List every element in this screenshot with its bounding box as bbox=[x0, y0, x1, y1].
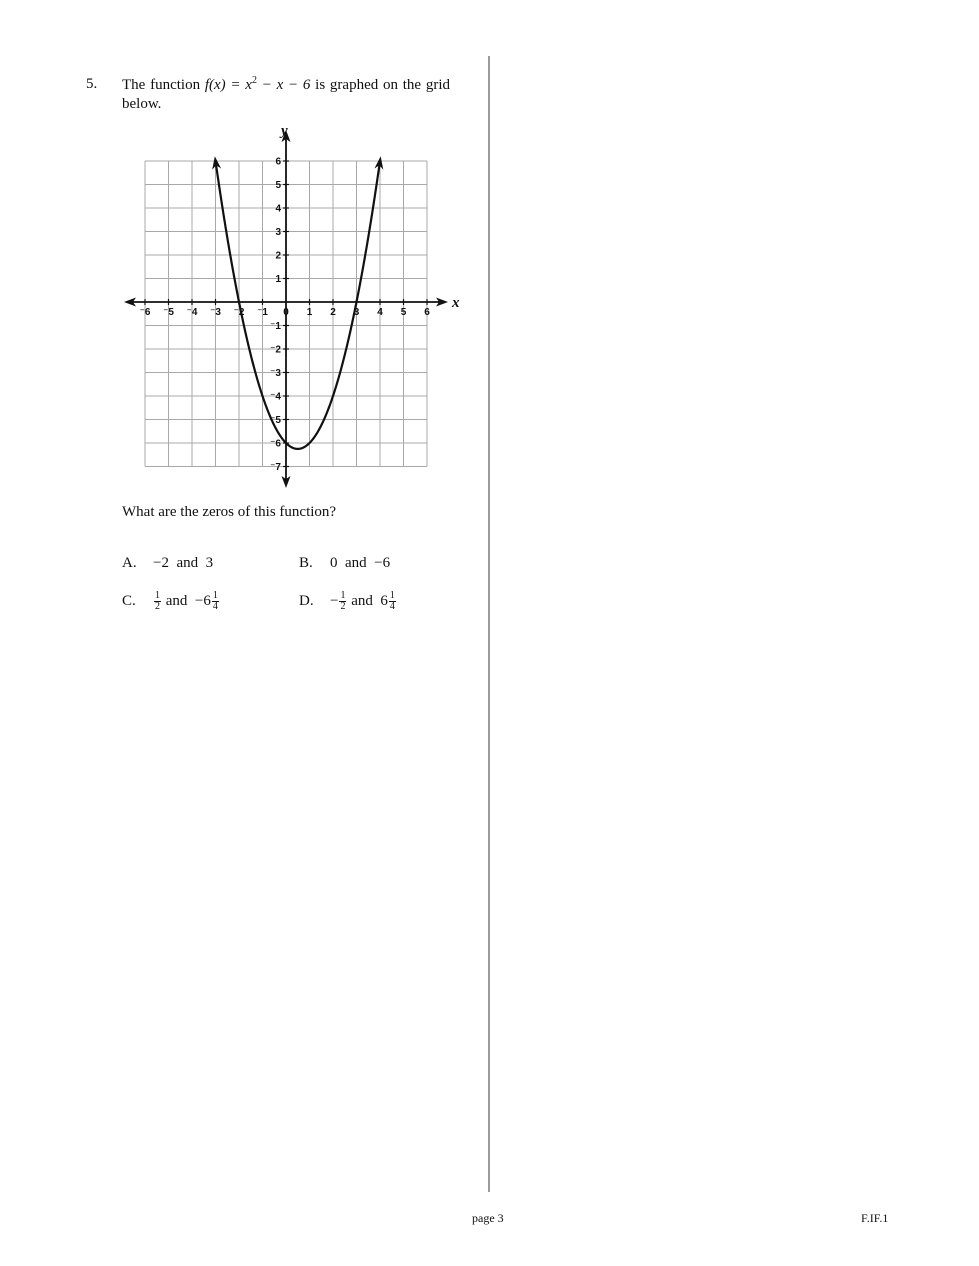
x-tick-label: 2 bbox=[330, 307, 336, 318]
x-tick-label: 5 bbox=[400, 307, 407, 318]
x-tick-label: ⁻6 bbox=[139, 307, 151, 318]
choice-a-letter: A. bbox=[122, 555, 137, 571]
y-tick-label: ⁻1 bbox=[270, 321, 281, 332]
y-tick-label: 6 bbox=[275, 156, 281, 168]
y-axis-label: y bbox=[281, 123, 288, 139]
choice-d-frac2-numerator: 1 bbox=[389, 590, 395, 601]
column-divider bbox=[488, 56, 490, 1192]
y-tick-label: 5 bbox=[275, 180, 281, 191]
curve-arrows bbox=[212, 156, 383, 170]
choice-b[interactable] bbox=[299, 555, 390, 572]
stem-after: is graphed on the grid below. bbox=[122, 77, 450, 112]
x-tick-label: ⁻2 bbox=[233, 307, 245, 318]
x-tick-label: ⁻3 bbox=[210, 307, 221, 318]
y-tick-label: 1 bbox=[275, 274, 281, 285]
question-stem bbox=[122, 76, 450, 114]
tick-labels bbox=[140, 157, 431, 474]
x-tick-label: 3 bbox=[353, 307, 360, 318]
question-prompt: What are the zeros of this function? bbox=[122, 504, 337, 520]
choice-c-fraction-1 bbox=[154, 591, 161, 612]
y-tick-label: ⁻7 bbox=[270, 462, 281, 473]
y-tick-label: ⁻5 bbox=[270, 415, 281, 426]
choice-d[interactable] bbox=[299, 591, 397, 612]
choice-c-middle: and −6 bbox=[162, 592, 211, 609]
choice-b-text: 0 and −6 bbox=[330, 555, 391, 571]
parabola-curve bbox=[216, 161, 381, 449]
x-tick-label: ⁻4 bbox=[186, 307, 198, 318]
choice-d-frac2-denominator: 4 bbox=[389, 601, 395, 612]
y-tick-label: 2 bbox=[275, 250, 281, 262]
choice-c-frac2-numerator: 1 bbox=[212, 590, 218, 601]
x-tick-label: ⁻5 bbox=[163, 307, 174, 318]
y-tick-label: ⁻3 bbox=[270, 368, 281, 379]
x-tick-label: 4 bbox=[377, 307, 383, 318]
choice-c-letter: C. bbox=[122, 592, 136, 609]
function-exponent: 2 bbox=[251, 75, 257, 86]
x-tick-label: 6 bbox=[424, 307, 430, 318]
choice-d-prefix: − bbox=[330, 592, 339, 609]
stem-before: The function bbox=[122, 77, 205, 93]
x-tick-label: 1 bbox=[306, 307, 313, 318]
choice-a-text: −2 and 3 bbox=[153, 555, 214, 571]
y-tick-label: 4 bbox=[275, 203, 281, 215]
x-tick-label: ⁻1 bbox=[257, 307, 268, 318]
function-expression-rest: − x − 6 bbox=[256, 77, 311, 93]
choice-c[interactable] bbox=[122, 591, 220, 612]
choice-c-frac1-numerator: 1 bbox=[155, 590, 160, 601]
choice-d-frac1-numerator: 1 bbox=[340, 590, 346, 601]
choice-d-fraction-2 bbox=[389, 591, 396, 612]
choice-c-frac1-denominator: 2 bbox=[155, 601, 160, 612]
y-tick-label: 3 bbox=[275, 227, 281, 238]
choice-d-middle: and 6 bbox=[347, 592, 388, 609]
choice-c-frac2-denominator: 4 bbox=[212, 601, 218, 612]
y-tick-label: ⁻2 bbox=[270, 344, 281, 356]
choice-c-fraction-2 bbox=[212, 591, 219, 612]
y-tick-label: ⁻6 bbox=[270, 438, 281, 450]
page-number: page 3 bbox=[472, 1211, 504, 1225]
parabola-graph bbox=[118, 120, 468, 492]
function-expression: f(x) = x bbox=[204, 77, 252, 93]
choice-a[interactable] bbox=[122, 555, 213, 572]
y-tick-label: ⁻4 bbox=[270, 391, 281, 403]
choice-d-letter: D. bbox=[299, 592, 314, 609]
choice-b-letter: B. bbox=[299, 555, 313, 571]
question-number: 5. bbox=[86, 76, 98, 92]
x-axis-label: x bbox=[452, 295, 460, 311]
x-tick-label: 0 bbox=[283, 307, 289, 318]
choice-d-fraction-1 bbox=[339, 591, 346, 612]
standard-code: F.IF.1 bbox=[861, 1211, 889, 1225]
choice-d-frac1-denominator: 2 bbox=[340, 601, 346, 612]
